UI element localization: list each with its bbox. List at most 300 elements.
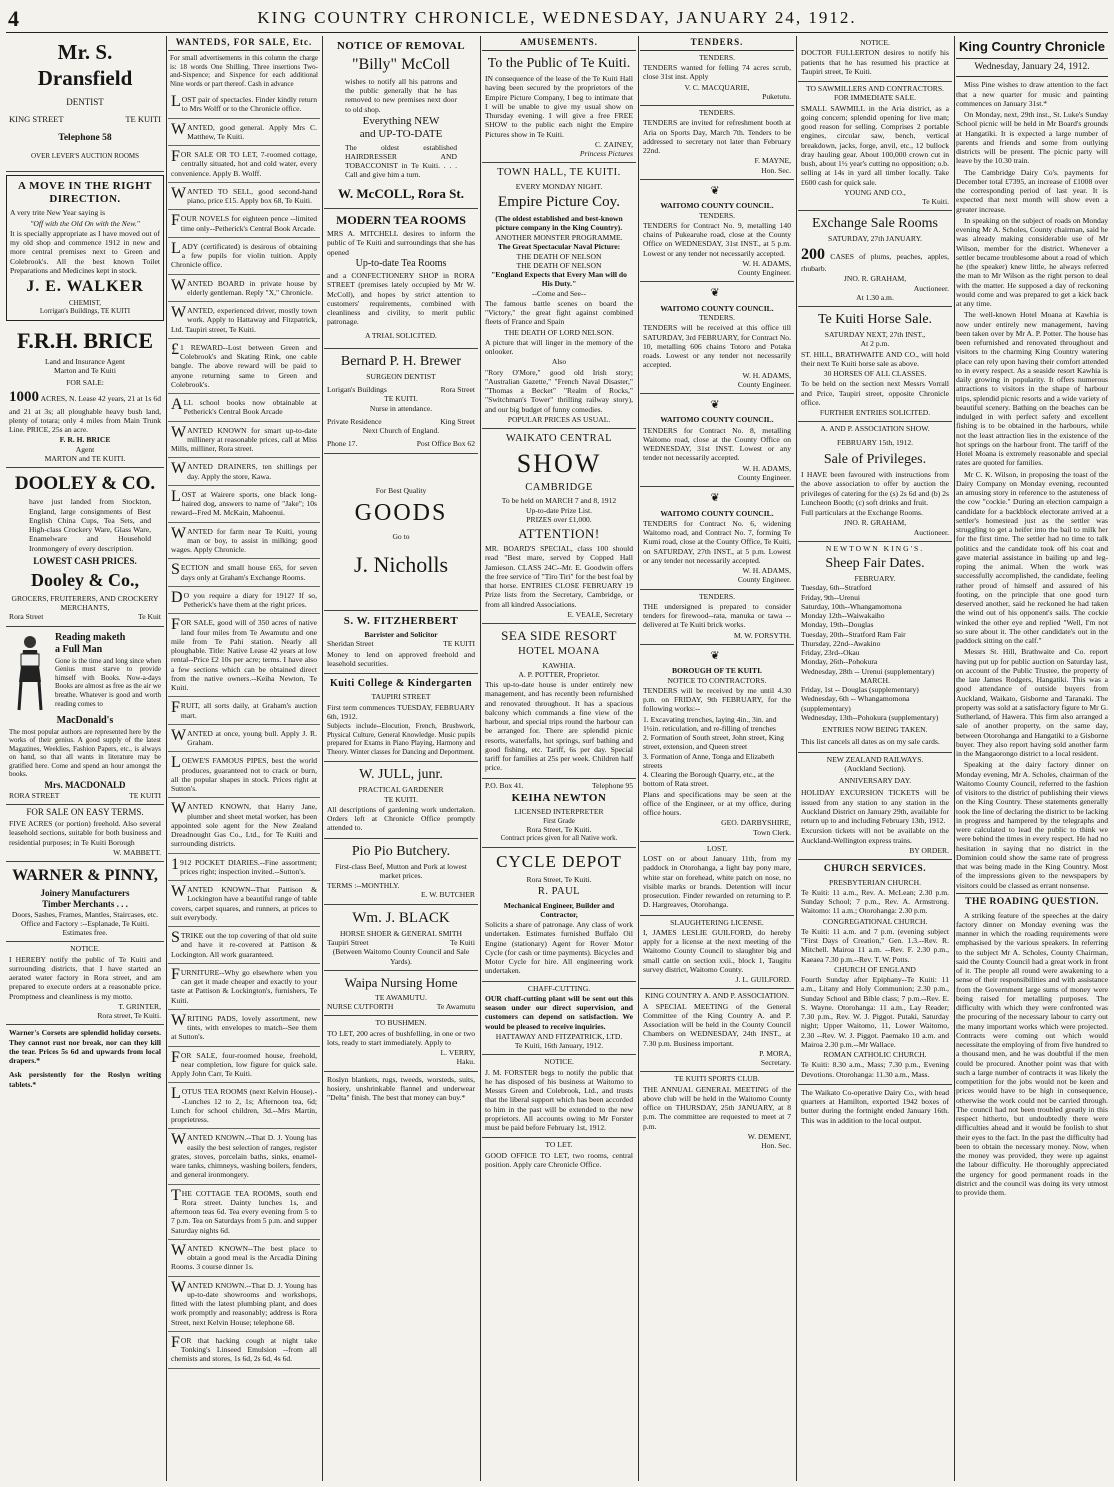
sheep-fair-date: Wednesday, 28th -- Urenui (supplementary)	[801, 666, 935, 676]
mccoll-slogan2: and UP-TO-DATE	[359, 128, 443, 141]
wanteds-list	[168, 91, 320, 1369]
fitz-name: S. W. FITZHERBERT	[343, 614, 459, 627]
nicholls-name: J. Nicholls	[353, 551, 449, 577]
nicholls-goods: GOODS	[354, 499, 448, 526]
chaff-date: Te Kuiti, 16th January, 1912.	[514, 1041, 604, 1051]
cycle-addr: Rora Street, Te Kuiti.	[526, 874, 592, 884]
classified-ad-text: WANTED for farm near Te Kuiti, young man or boy, to assist in milking; good wages. Apply Chronicle.	[171, 524, 317, 555]
empire-another: ANOTHER MONSTER PROGRAMME.	[495, 233, 623, 243]
borough-sig: GEO. DARBYSHIRE,	[721, 818, 791, 828]
seaside-body: This up-to-date house is under entirely new management, and has recently been refurnished and renovated throughout. It has a spacious balcony which commands a fine view of the harbour, and special trips round the harbour can be arranged for. There are splendid picnic resorts, waterfalls, hot springs, surf bathing and good fishing, etc. Tariff, 6s per day. Special tariff for families at 25s per week. Children half price.	[485, 680, 633, 773]
horse-body2: To be held on the section next Messrs Vorrall and Price, Taupiri street, opposite Chronicle office.	[801, 379, 949, 407]
brewer-res: Private Residence	[327, 416, 382, 426]
brewer-res2: King Street	[440, 416, 475, 426]
classified-ad	[168, 339, 320, 394]
classified-ad-text: LADY (certificated) is desirous of obtaining a few pupils for violin tuition. Apply Chronicle office.	[171, 239, 317, 270]
assoc-head: A. AND P. ASSOCIATION SHOW.	[820, 424, 930, 434]
dooley-town: Te Kuit	[138, 612, 161, 622]
t2-head: TENDERS.	[698, 108, 736, 118]
forster-body: J. M. FORSTER begs to notify the public that he has disposed of his business at Waitomo to Messrs Green and Colebrook, Ltd., and trusts that the liberal support which has been accorded to him in the past will be extended to the new proprietors. All accounts owing to Mr Forster must be paid before February 1st, 1912.	[485, 1067, 633, 1133]
classified-ad-text: FOUR NOVELS for eighteen pence --limited time only--Petherick's Central Book Arcade.	[171, 212, 317, 233]
brewer-box: Post Office Box 62	[416, 439, 475, 449]
t2-sig: F. MAYNE,	[754, 156, 791, 166]
ad-sheep-fair	[798, 542, 952, 753]
warner-office: Office and Factory :--Esplanade, Te Kuiti.	[20, 918, 150, 928]
dransfield-phone: Telephone 58	[58, 132, 112, 143]
fitz-town: TE KUITI	[443, 639, 475, 649]
newton-addr: Rora Street, Te Kuiti.	[526, 825, 592, 835]
kc-role: Secretary.	[760, 1058, 791, 1067]
exchange-what: CASES of plums, peaches, apples, rhubarb.	[801, 251, 950, 274]
macdonald-headline1: Reading maketh	[55, 631, 126, 643]
mabbett-body: FIVE ACRES (or portion) freehold. Also several leasehold sections, suitable for both business and residential purposes; in Te Kuiti Borough	[9, 819, 161, 847]
kc-head: KING COUNTRY A. AND P. ASSOCIATION.	[644, 991, 789, 1001]
rail-sub: (Auckland Section).	[844, 763, 906, 773]
walker-name: J. E. WALKER	[26, 278, 144, 296]
exchange-date: SATURDAY, 27th JANUARY.	[828, 234, 922, 244]
college-term: First term commences TUESDAY, FEBRUARY 6th, 1912.	[327, 702, 475, 721]
empire-prices: POPULAR PRICES AS USUAL.	[507, 414, 611, 424]
dransfield-street: KING STREET	[9, 114, 64, 125]
classified-ad	[168, 119, 320, 147]
sheep-title: Sheep Fair Dates.	[825, 556, 925, 571]
cycle-head: CYCLE DEPOT	[496, 851, 622, 871]
classified-ad-text: SECTION and small house £65, for seven days only at Graham's Exchange Rooms.	[171, 561, 317, 582]
show-prizes: PRIZES over £1,000.	[526, 514, 592, 524]
jull-name: W. JULL, junr.	[359, 767, 443, 783]
horse-sub: 30 HORSES OF ALL CLASSES.	[823, 369, 927, 379]
classified-ad	[168, 725, 320, 753]
tolet-body: GOOD OFFICE TO LET, two rooms, central position. Apply care Chronicle Office.	[485, 1150, 633, 1169]
dransfield-name: Mr. S. Dransfield	[37, 40, 133, 90]
horse-head: Te Kuiti Horse Sale.	[817, 312, 933, 328]
dransfield-role: DENTIST	[66, 97, 104, 108]
dransfield-town: TE KUITI	[125, 114, 161, 125]
bushmen-body: TO LET, 200 acres of bushfelling, in one or two lots, ready to start immediately. Apply to	[327, 1028, 475, 1047]
ad-lost-pony	[640, 842, 794, 916]
borough-work-item: 2. Formation of South street, John street, King street, extension, and Queen street	[643, 733, 784, 752]
classified-ad	[168, 302, 320, 339]
church-pres: PRESBYTERIAN CHURCH.	[829, 877, 921, 887]
horse-further: FURTHER ENTRIES SOLICITED.	[819, 408, 931, 418]
borough-body: TENDERS will be received by me until 4.30 p.m. on FRIDAY, 9th FEBRUARY, for the following works:--	[643, 685, 791, 714]
black-role: HORSE SHOER & GENERAL SMITH	[339, 928, 463, 938]
classified-ad-text: LOEWE'S FAMOUS PIPES, best the world produces, guaranteed not to crack or burn, all the popular shapes in stock. Prices right at Sutton's.	[171, 754, 317, 794]
crest-ornament: ❦	[710, 399, 724, 412]
dooley-body: have just landed from Stockton, England, large consignments of Best English China Cups, Tea Sets, and High-class Crockery Ware, Glass Ware, Enamelware and Household Ironmongery of every description.	[29, 497, 151, 553]
newton-box: P.O. Box 41.	[485, 780, 524, 790]
rail-day: ANNIVERSARY DAY.	[838, 776, 912, 786]
chaff-head: CHAFF-CUTTING.	[527, 983, 591, 993]
mabbett-head: FOR SALE ON EASY TERMS.	[26, 807, 144, 818]
empire-body2: A picture that will linger in the memory of the onlooker.	[485, 337, 633, 357]
ad-walker	[6, 175, 164, 321]
mccoll-body2: The oldest established HAIRDRESSER AND TOBACCONIST in Te Kuiti. . . . Call and give him a turn.	[345, 142, 457, 180]
privileges-head: Sale of Privileges.	[823, 451, 927, 467]
cycle-body: Solicits a share of patronage. Any class of work undertaken. Estimates furnished Buffalo Oil Engine (stationary) Agent for Rover Motor Cycle (for cash or time payments). Bicycles and Motor Cycle for hire. All engineering work undertaken.	[485, 920, 633, 976]
classified-ad	[168, 1010, 320, 1047]
classified-ad	[168, 275, 320, 303]
show-body: MR. BOARD'S SPECIAL, class 100 should read "Best mare, served by Copped Hall Jamieson. CLASS 24C--Mr. E. Goodwin offers the free service of "Tiro Tiri" for the best foal by that horse. ENTRIES CLOSE FEBRUARY 19 Prize lists from the Secretary, Cambridge, or from all kindred Associations.	[485, 544, 633, 609]
ad-dooley	[6, 468, 164, 626]
brewer-town: TE KUITI.	[384, 394, 418, 404]
classified-ad-text: £1 REWARD--Lost between Green and Colebrook's and Skating Rink, one cable bangle. The above reward will be paid to anyone returning same to Green and Colebrook's.	[171, 340, 317, 389]
jull-town: TE KUITI.	[384, 794, 418, 804]
tea-head: MODERN TEA ROOMS	[336, 212, 466, 227]
w1-sub: TENDERS.	[698, 210, 736, 220]
show-attention: ATTENTION!	[518, 526, 600, 542]
classified-ad-text: THE COTTAGE TEA ROOMS, south end Rora street. Dainty lunches 1s, and afternoon teas 6d. Tea every evening from 5 to 7 p.m. Tea on Saturdays from 5 p.m. and supper Saturday nights 6d.	[171, 1186, 317, 1235]
empire-desc: (The oldest established and best-known picture company in the King Country).	[495, 213, 623, 232]
classified-ad	[168, 1083, 320, 1129]
empire-death: THE DEATH OF LORD NELSON.	[504, 327, 614, 337]
column-rule	[322, 36, 323, 1481]
ad-macquarie	[640, 51, 794, 106]
borough-work-item: 1. Excavating trenches, laying 4in., 3in. and 1½in. reticulation, and re-filling of trenches	[643, 714, 777, 733]
t3-sig: M. W. FORSYTH.	[733, 630, 791, 640]
hall-head: TOWN HALL, TE KUITI.	[497, 167, 621, 179]
classified-ad	[168, 146, 320, 183]
w4-body: TENDERS for Contract No. 6, widening Waitomo road, and Contract No. 7, forming Te Kumi road, close at the County Office, Te Kuiti, on SATURDAY, 27th INST., at 5 p.m. Lowest or any tender not necessarily accepted.	[643, 518, 791, 565]
horse-time: At 2 p.m.	[860, 339, 890, 349]
dooley-tag: LOWEST CASH PRICES.	[33, 555, 137, 566]
forster-head: NOTICE.	[544, 1057, 574, 1067]
ad-to-let	[482, 1138, 636, 1174]
ad-waitomo-2	[640, 282, 794, 394]
borough-role: Town Clerk.	[753, 827, 791, 837]
sheep-fair-date: Wednesday, 6th -- Whangamomona (supplementary)	[801, 694, 910, 713]
nicholls-goto: Go to	[392, 532, 410, 542]
fitz-street: Sheridan Street	[327, 639, 374, 649]
w3-body: TENDERS for Contract No. 8, metalling Waitomo road, close at the County Office on WEDNESDAY, 31st INST. Lowest or any tender not necessarily accepted.	[643, 425, 791, 463]
ad-show	[482, 429, 636, 624]
ad-nicholls	[324, 454, 478, 611]
public-sig: C. ZAINEY,	[594, 139, 633, 149]
ad-fitzherbert	[324, 611, 478, 674]
show-list: Up-to-date Prize List.	[525, 505, 592, 515]
ad-college	[324, 674, 478, 762]
t1-body: TENDERS wanted for felling 74 acres scrub, close 31st inst. Apply	[643, 63, 791, 82]
bushmen-place: Haku.	[456, 1057, 475, 1067]
w2-role: County Engineer.	[737, 379, 791, 389]
sheep-fair-date: Monday, 26th--Pohokura	[801, 657, 878, 667]
lost-body: LOST on or about January 11th, from my paddock in Otorohanga, a light bay pony mare, white star on forehead, white patch on nose, no visible marks or brands. Detention will incur prosecution. Finder rewarded on returning to P. D. Hargreaves, Otorohanga.	[643, 854, 791, 910]
newton-grade: First Grade	[543, 816, 575, 825]
w4-role: County Engineer.	[737, 575, 791, 585]
ad-privileges	[798, 422, 952, 541]
ad-mabbett	[6, 805, 164, 862]
newton-role: LICENSED INTERPRETER	[514, 807, 604, 817]
horse-body: ST. HILL, BRATHWAITE AND CO., will hold their next Te Kuiti horse sale as above.	[801, 349, 949, 368]
sheep-head: NEWTOWN KING'S.	[825, 543, 925, 553]
editorial-date: Wednesday, January 24, 1912.	[956, 59, 1108, 78]
classified-ad-text: WANTED KNOWN for smart up-to-date millinery at reasonable prices, call at Miss Mills, milliner, Rora street.	[171, 423, 317, 454]
kc-sig: P. MORA,	[759, 1048, 791, 1058]
w2-head: WAITOMO COUNTY COUNCIL.	[660, 303, 774, 313]
column-2	[168, 36, 320, 1481]
crest-ornament: ❦	[710, 287, 724, 300]
slaughter-head: SLAUGHTERING LICENSE.	[670, 917, 764, 927]
w4-sig: W. H. ADAMS,	[742, 566, 791, 576]
sheep-fair-date: Friday, 23rd--Okau	[801, 648, 860, 658]
sheep-fair-date: Monday 12th--Waiwakaiho	[801, 611, 885, 621]
ad-waipa	[324, 971, 478, 1016]
classified-ad-text: LOTUS TEA ROOMS (next Kelvin House).--Lunches 12 to 2, 1s; Afternoon tea, 6d; Lunch for school children, 3d.--Mrs Martin, proprietress.	[171, 1085, 317, 1125]
sheep-fair-date: Monday, 19th--Douglas	[801, 620, 874, 630]
church-rom-body: Te Kuiti: 8.30 a.m., Mass; 7.30 p.m., Evening Devotions. Otorohanga: 11.30 a.m., Mass.	[801, 1060, 949, 1079]
ad-fullerton	[798, 36, 952, 82]
w4-head: WAITOMO COUNTY COUNCIL.	[660, 508, 774, 518]
wanteds-rates: For small advertisements in this column the charge is: 18 words One Shilling, Three insertions Two-and-Sixpence; and Sixpence for each additional Nine words or part thereof. Cash in advance	[170, 53, 318, 88]
walker-role: CHEMIST,	[69, 298, 101, 307]
editorial-paragraph: The Cambridge Dairy Co's. payments for December total £7395, an increase of £1008 over the corresponding period of last year. It is expected that next month will show even a greater increase.	[956, 167, 1108, 214]
sheep-dates-mar	[801, 685, 949, 722]
sheep-fair-date: Friday, 1st -- Douglas (supplementary)	[801, 685, 919, 695]
ad-waitomo-1	[640, 180, 794, 282]
brice-acres: 1000	[9, 389, 39, 406]
seaside-prop: A. P. POTTER, Proprietor.	[518, 669, 600, 679]
mabbett-sig: W. MABBETT.	[113, 847, 161, 857]
t1-head: TENDERS.	[698, 52, 736, 62]
ad-hotel-moana	[482, 624, 636, 779]
crest-ornament: ❦	[710, 649, 724, 662]
chaff-body: OUR chaff-cutting plant will be sent out this season under our direct supervision, and customers can depend on satisfaction. We would be pleased to receive inquiries.	[485, 993, 633, 1031]
fitz-body: Money to lend on approved freehold and leasehold securities.	[327, 649, 475, 668]
classified-ad	[168, 587, 320, 615]
dooley-street: Rora Street	[9, 612, 44, 622]
brice-for-sale: FOR SALE:	[66, 378, 104, 388]
classified-ad-text: LOST pair of spectacles. Finder kindly return to Mrs Wolff or to the Chronicle office.	[171, 93, 317, 114]
editorial-paragraph: Mr C. K. Wilson, in proposing the toast of the Dairy Company on Monday evening, recounted an amusing story in reference to the astuteness of the cow "cockie." During an election campaign a candidate for a backblock electorate arrived at a settler's homestead just as the settler was struggling to get a heifer into the bail to milk her for the first time. The settler had no time to talk politics and the candidate took off his coat and gave material assistance in bailing up and leg-roping the animal. When the work was successfully accomplished, the candidate, feeling rather proud of himself and assured of his footing, on the principle that one good turn deserved another, said he reckoned he had taken the wind out of his opponent's sails. The cockie winked the other eye and replied "Well, I'm not so sure about it. The other candidate's out in the paddock sitting on the calf."	[956, 469, 1108, 646]
ad-exchange	[798, 211, 952, 307]
editorial-title: King Country Chronicle	[956, 36, 1108, 59]
roslyn-notice: Ask persistently for the Roslyn writing tablets.*	[9, 1070, 161, 1089]
macdonald-street: RORA STREET	[9, 790, 60, 800]
ad-waitomo-4	[640, 487, 794, 589]
classified-ad	[168, 422, 320, 459]
rail-body: HOLIDAY EXCURSION TICKETS will be issued from any station to any station in the Auckland District on January 29th, available for return up to and including February 13th, 1912.	[801, 788, 949, 826]
waipa-town2: Te Awamutu	[436, 1002, 475, 1012]
classified-ad-text: 1912 POCKET DIARIES.--Fine assortment; prices right; inspection invited.--Sutton's.	[171, 855, 317, 876]
church-cong: CONGREGATIONAL CHURCH.	[822, 916, 928, 926]
borough-work-item: 4. Clearing the Borough Quarry, etc., at the bottom of Rata street.	[643, 770, 775, 789]
ad-kc-association	[640, 989, 794, 1072]
t1-sig: V. C. MACQUARIE,	[684, 82, 750, 92]
w1-head: WAITOMO COUNTY COUNCIL.	[660, 201, 774, 211]
ad-borough	[640, 645, 794, 842]
ad-brice	[6, 324, 164, 468]
bushmen-sig: L. VERRY,	[440, 1048, 475, 1058]
piopio-terms: TERMS :--MONTHLY.	[327, 881, 400, 891]
w2-sub: TENDERS.	[698, 313, 736, 323]
classified-ad-text: WRITING PADS, lovely assortment, new tints, with envelopes to match--See them at Sutton's.	[171, 1011, 317, 1042]
brice-sig: F. R. H. BRICE	[59, 435, 111, 445]
w3-head: WAITOMO COUNTY COUNCIL.	[660, 415, 774, 425]
borough-sub: NOTICE TO CONTRACTORS.	[667, 675, 767, 685]
macdonald-body: Gone is the time and long since when Genius must starve to provide himself with Books. Now-a-days Books are almost as free as the air we breathe. Whatever is good and worth reading comes to	[55, 656, 161, 708]
ad-mccoll	[324, 36, 478, 209]
t1-place: Puketutu.	[762, 91, 791, 101]
brewer-street: Rora Street	[440, 385, 475, 395]
page-number: 4	[8, 6, 19, 31]
sawmill-town: Te Kuiti.	[922, 197, 949, 206]
classified-ad	[168, 1129, 320, 1184]
newton-phone: Telephone 95	[591, 780, 633, 790]
classified-ad	[168, 394, 320, 422]
column-5	[640, 36, 794, 1481]
dransfield-location: OVER LEVER'S AUCTION ROOMS	[30, 152, 140, 161]
empire-come: --Come and See--	[532, 288, 586, 298]
lost-head: LOST.	[706, 843, 728, 853]
t3-head: TENDERS.	[698, 591, 736, 601]
t3-body: THE undersigned is prepared to consider tenders for firewood--rata, manuka or tawa -- delivered at Te Kuiti brick works.	[643, 601, 791, 630]
classified-ad	[168, 614, 320, 697]
empire-title2: THE DEATH OF NELSON	[516, 260, 602, 270]
black-town: Te Kuiti	[450, 938, 475, 948]
ad-empire	[482, 163, 636, 429]
ad-sports-club	[640, 1072, 794, 1154]
classified-ad-text: WANTED KNOWN--The best place to obtain a good meal is the Arcadia Dining Rooms. 3 course dinner 1s.	[171, 1241, 317, 1272]
waipa-town: TE AWAMUTU.	[375, 992, 427, 1002]
grinter-body: I HEREBY notify the public of Te Kuiti and surrounding districts, that I have started an aerated water factory in Rora street, and am prepared to execute orders at a reasonable price. Promptness and cleanliness is my motto.	[9, 954, 161, 1001]
reader-illustration	[9, 632, 51, 712]
ad-horse-sale	[798, 307, 952, 422]
ad-cycle-depot	[482, 848, 636, 982]
classified-ad-text: DO you require a diary for 1912? If so, Petherick's have them at the right prices.	[171, 588, 317, 610]
ad-mayne	[640, 106, 794, 180]
waipa-name: Waipa Nursing Home	[344, 974, 458, 990]
empire-feature: The Great Spectacular Naval Picture:	[497, 242, 621, 252]
brewer-role: SURGEON DENTIST	[366, 371, 436, 381]
classified-ad	[168, 183, 320, 211]
macdonald-brand: MacDonald's	[56, 714, 114, 726]
privileges-sig: JNO. R. GRAHAM,	[843, 518, 907, 528]
corsets-notice: Warner's Corsets are splendid holiday corsets. They cannot rust nor break, nor can they kill the tear. Prices 5s 6d and upwards from local drapers.*	[9, 1028, 161, 1066]
warner-trade: Joinery Manufacturers	[40, 887, 130, 898]
classified-ad	[168, 798, 320, 853]
classified-ad	[168, 238, 320, 275]
w2-body: TENDERS will be received at this office till SATURDAY, 3rd FEBRUARY, for Contract No. 10, metalling 606 chains Totoro and Potaka roads. Lowest or any tender not necessarily accepted.	[643, 323, 791, 370]
rail-body2: Excursion tickets will not be available on the Auckland-Wellington express trains.	[801, 826, 949, 845]
ad-jull	[324, 762, 478, 838]
classified-ad-text: FOR SALE, good will of 350 acres of native land four miles from Te Awamutu and one mile from Te Pahi station. Nearly all ploughable. Title: Native Lease 42 years at low rental--Price £2 10s per acre; terms. I have also a few sections which can be obtained direct from the native owners.--Keiha Newton, Te Kuiti.	[171, 616, 317, 693]
column-rule	[796, 36, 797, 1481]
amusements-header: AMUSEMENTS.	[482, 36, 636, 51]
empire-quote: "England Expects that Every Man will do His Duty."	[491, 270, 627, 289]
masthead-rule	[6, 32, 1108, 33]
classified-ad-text: LOST at Wairere sports, one black long-haired dog, answers to name of "Jake"; 10s reward--Fred M. McKain, Mahoenui.	[171, 487, 317, 518]
church-head: CHURCH SERVICES.	[823, 864, 927, 875]
rail-head: NEW ZEALAND RAILWAYS.	[826, 754, 924, 764]
ad-zainey	[482, 51, 636, 163]
sheep-note: This list cancels all dates as on my sale cards.	[801, 737, 940, 747]
brice-name: F.R.H. BRICE	[16, 327, 154, 353]
classified-ad-text: WANTED BOARD in private house by elderly gentleman. Reply "X," Chronicle.	[171, 276, 317, 297]
dairy-note: The Waikato Co-operative Dairy Co., with head quarters at Hamilton, exported 1942 boxes of butter during the fortnight ended January 16th. This was in addition to the local output.	[801, 1087, 949, 1125]
ad-tea-rooms	[324, 209, 478, 349]
warner-name: WARNER & PINNY,	[12, 867, 158, 885]
column-rule	[954, 36, 955, 1481]
classified-ad-text: WANTED KNOWN--That Pattison & Lockington have a beautiful range of table covers, carpet squares, and runners, at prices to suit everybody.	[171, 883, 317, 922]
sheep-fair-date: Tuesday, 20th--Stratford Ram Fair	[801, 629, 906, 639]
exchange-time: At 1.30 a.m.	[856, 292, 894, 302]
ad-forsyth	[640, 590, 794, 645]
mccoll-body: wishes to notify all his patrons and the public generally that he has removed to new premises next door to old shop.	[345, 76, 457, 114]
grinter-addr: Rora street, Te Kuiti.	[97, 1011, 161, 1021]
macdonald-name: Mrs. MACDONALD	[44, 779, 126, 790]
exchange-role: Auctioneer.	[913, 283, 949, 293]
jull-body: All descriptions of gardening work undertaken. Orders left at Chronicle Office promptly attended to.	[327, 804, 475, 833]
classified-ad-text: WANTED DRAINERS, ten shillings per day. Apply the store, Kawa.	[171, 460, 317, 481]
newton-note: Contract prices given for all Native work.	[500, 834, 618, 843]
sawmill-sub: FOR IMMEDIATE SALE.	[833, 93, 917, 103]
macdonald-headline2: a Full Man	[55, 643, 103, 655]
brice-places: MARTON and TE KUITI.	[44, 453, 126, 463]
seaside-place: KAWHIA.	[542, 660, 576, 670]
masthead	[0, 0, 1114, 34]
classified-ad-text: STRIKE out the top covering of that old suite and have it re-covered at Pattison & Lockington. All work guaranteed.	[171, 929, 317, 959]
classified-ad	[168, 752, 320, 798]
classified-ad	[168, 559, 320, 587]
brewer-phone: Phone 17.	[327, 439, 358, 449]
column-rule	[638, 36, 639, 1481]
dooley-name: DOOLEY & CO.	[14, 473, 156, 495]
fullerton-head: NOTICE.	[860, 38, 890, 47]
black-name: Wm. J. BLACK	[352, 909, 450, 926]
walker-motto: "Off with the Old On with the New."	[30, 218, 140, 228]
macdonald-town: TE KUITI	[129, 790, 161, 800]
editorial-paragraph: Miss Pine wishes to draw attention to the fact that a new quarter for music and painting commences on January 31st.*	[956, 80, 1108, 108]
slaughter-sig: J. L. GUILFORD.	[735, 975, 791, 984]
classified-ad	[168, 927, 320, 964]
classified-ad-text: FOR that hacking cough at night take Tonking's Linseed Emulsion --from all chemists and stores, 1s 6d, 2s 6d, 4s 6d.	[171, 1333, 317, 1364]
empire-also: Also	[551, 357, 567, 367]
classified-ad	[168, 697, 320, 725]
grinter-sig: T. GRINTER,	[118, 1001, 161, 1011]
masthead-title: KING COUNTRY CHRONICLE, WEDNESDAY, JANUARY 24, 1912.	[257, 8, 857, 27]
t2-body: TENDERS are invited for refreshment booth at Aria on Sports Day, March 7th. Tenders to be addressed to secretary not later than February 22nd.	[643, 118, 791, 156]
waipa-nurse: NURSE CUTFORTH	[327, 1002, 394, 1012]
borough-head: BOROUGH OF TE KUITI.	[672, 666, 762, 676]
classified-ad-text: WANTED, experienced driver, mostly town work. Apply to Hattaway and Fitzpatrick, Ltd. Taupiri street, Te Kuiti.	[171, 304, 317, 334]
editorial-paragraphs	[956, 80, 1108, 890]
sheep-fair-date: Wednesday, 13th--Pohokura (supplementary)	[801, 712, 939, 722]
macdonald-body2: The most popular authors are represented here by the works of their genius. A good supply of the latest Magazines, Weeklies, Fashion Papers, etc., is always on hand, so that all wants in literature may be gratified here. Come and spend an hour amongst the books.	[9, 727, 161, 779]
college-subjects: Subjects include--Elocution, French, Brushwork, Physical Culture, General Knowledge. Music pupils prepared for Exams in Piano Playing, Harmony and Theory. Winter classes for Dancing and Deportment.	[327, 722, 475, 756]
brice-desc: ACRES, N. Lease 42 years, 21 at 1s 6d and 21 at 3s; all ploughable heavy bush land, plenty of totara; only 4 miles from Main Trunk Line. PRICE, 25s an acre.	[9, 394, 161, 435]
classified-ad-text: WANTED at once, young bull. Apply J. R. Graham.	[171, 726, 317, 748]
public-head: To the Public of Te Kuiti.	[487, 55, 631, 71]
classified-ad	[168, 91, 320, 119]
classified-ad	[168, 486, 320, 523]
brice-tag1: Land and Insurance Agent	[45, 356, 125, 366]
wanteds-header: WANTEDS, FOR SALE, Etc.	[168, 36, 320, 51]
classified-ad-text: FRUIT, all sorts daily, at Graham's auction mart.	[171, 699, 317, 720]
bushmen-head: TO BUSHMEN.	[375, 1018, 427, 1028]
newton-name: KEIHA NEWTON	[511, 791, 607, 804]
sheep-entries: ENTRIES NOW BEING TAKEN.	[822, 725, 928, 735]
w3-sig: W. H. ADAMS,	[742, 463, 791, 473]
sawmill-sig: YOUNG AND CO.,	[844, 187, 906, 197]
mccoll-slogan1: Everything NEW	[362, 114, 440, 127]
tea-body: MRS A. MITCHELL desires to inform the public of Te Kuiti and surroundings that she has opened	[327, 229, 475, 257]
fullerton-body: DOCTOR FULLERTON desires to notify his patients that he has resumed his practice at Taupiri street, Te Kuiti.	[801, 48, 949, 76]
column-3	[324, 36, 478, 1481]
sheep-dates-feb	[801, 583, 949, 676]
sheep-mar: MARCH.	[860, 675, 890, 685]
show-place: CAMBRIDGE	[525, 481, 593, 493]
exchange-sig: JNO. R. GRAHAM,	[843, 274, 907, 284]
